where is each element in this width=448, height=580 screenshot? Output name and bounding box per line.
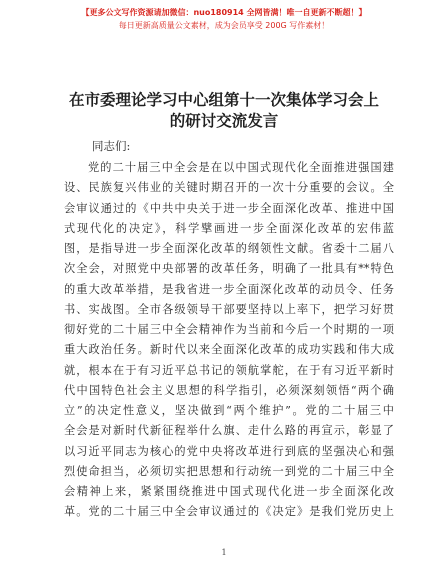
document-title-line-2: 的研讨交流发言 [169,112,279,130]
body-paragraph [64,158,394,523]
body-line: 书、实战图。全市各级领导干部要坚持以上率下，把学习好贯 [64,302,394,316]
body-line: 立”的决定性意义，坚决做到“两个维护”。党的二十届三中 [64,404,394,417]
body-line: 全会是对新时代新征程举什么旗、走什么路的再宣示，彰显了 [64,424,394,438]
body-line: 重大政治任务。新时代以来全面深化改革的成功实践和伟大成 [64,343,394,357]
promo-banner-line-1: 【更多公文写作资源请加微信：nuo180914 全网皆满！唯一自更新不断超！】 [81,8,367,17]
body-line: 党的二十届三中全会是在以中国式现代化全面推进强国建 [88,161,394,174]
body-line: 设、民族复兴伟业的关键时期召开的一次十分重要的会议。全 [64,181,394,195]
body-line: 彻好党的二十届三中全会精神作为当前和今后一个时期的一项 [64,323,394,336]
promo-banner [0,6,448,32]
body-line: 以习近平同志为核心的党中央将改革进行到底的坚强决心和强 [64,444,394,458]
body-line: 式现代化的决定》，科学擘画进一步全面深化改革的宏伟蓝 [64,221,394,235]
body-line: 图，是指导进一步全面深化改革的纲领性文献。省委十二届八 [64,242,394,255]
promo-banner-line-2: 每日更新高质量公文素材，成为会员享受 200G 写作素材！ [118,21,330,30]
body-line: 代中国特色社会主义思想的科学指引，必须深刻领悟“两个确 [64,383,394,397]
document-title [40,90,408,132]
page-number: 1 [221,548,227,557]
body-line: 烈使命担当，必须切实把思想和行动统一到党的二十届三中全 [64,464,394,478]
salutation: 同志们: [92,139,131,153]
body-line: 革。党的二十届三中全会审议通过的《决定》是我们党历史上 [64,505,394,519]
body-line: 次全会，对照党中央部署的改革任务，明确了一批具有**特色 [64,262,394,276]
body-line: 就，根本在于有习近平总书记的领航掌舵，在于有习近平新时 [64,363,394,377]
body-line: 会审议通过的《中共中央关于进一步全面深化改革、推进中国 [64,201,394,215]
body-line: 的重大改革举措，是我省进一步全面深化改革的动员令、任务 [64,282,394,296]
body-line: 会精神上来，紧紧围绕推进中国式现代化进一步全面深化改 [64,485,394,498]
document-title-line-1: 在市委理论学习中心组第十一次集体学习会上 [68,91,379,109]
